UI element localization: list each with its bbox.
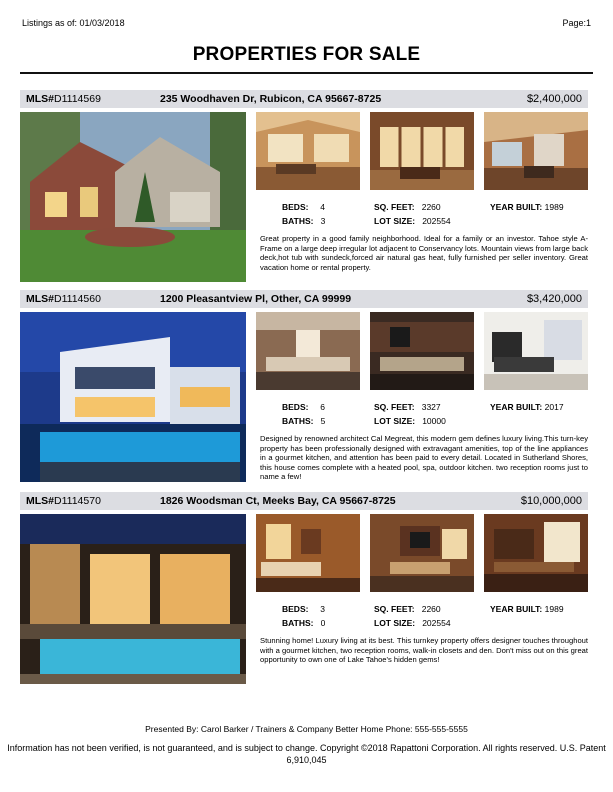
- listing-address: 1826 Woodsman Ct, Meeks Bay, CA 95667-8725: [160, 495, 396, 507]
- listing-price: $2,400,000: [526, 93, 582, 105]
- photo-den: [370, 514, 474, 592]
- photo-dining-room: [484, 514, 588, 592]
- main-photo-exterior: [20, 112, 246, 282]
- square-feet: SQ. FEET: 2260: [374, 202, 441, 212]
- listing-header: [20, 290, 588, 308]
- year-built: YEAR BUILT: 2017: [490, 402, 564, 412]
- listing-header: [20, 492, 588, 510]
- page-number: Page:1: [562, 18, 591, 28]
- mls-number: D1114560: [54, 293, 101, 305]
- listing-price: $3,420,000: [526, 293, 582, 305]
- listing-price: $10,000,000: [520, 495, 582, 507]
- listing-facts: [256, 200, 588, 232]
- main-photo-exterior: [20, 312, 246, 482]
- baths: BATHS: 3: [282, 216, 326, 226]
- listing-facts: [256, 602, 588, 634]
- photo-kitchen: [370, 312, 474, 390]
- lot-size: LOT SIZE: 202554: [374, 618, 451, 628]
- mls-number: D1114570: [54, 495, 101, 507]
- listing-address: 1200 Pleasantview Pl, Other, CA 99999: [160, 293, 352, 305]
- beds: BEDS: 6: [282, 402, 325, 412]
- photo-living-room: [256, 514, 360, 592]
- beds: BEDS: 3: [282, 604, 325, 614]
- listing-description: Great property in a good family neighborhood. Ideal for a family or an investor. Tahoe style A-Frame on a large deep irregular lot adjacent to Conservancy lots. Mountain views from large back deck,hot tub with sundeck,forced air natural gas heat, fully furnished per seller inventory. Great vacation home or rental property.: [260, 234, 588, 272]
- disclaimer: Information has not been verified, is not guaranteed, and is subject to change. Copyright ©2018 Rapattoni Corporation. All rights reserved. U.S. Patent 6,910,045: [7, 743, 606, 765]
- listing-3: [20, 492, 588, 688]
- mls-number: D1114569: [54, 93, 101, 105]
- mls-label: MLS#D1114570: [26, 495, 101, 507]
- photo-bedroom: [484, 312, 588, 390]
- listing-2: [20, 290, 588, 486]
- report-meta: [22, 18, 591, 30]
- beds: BEDS: 4: [282, 202, 325, 212]
- mls-label: MLS#D1114560: [26, 293, 101, 305]
- photo-living-room: [256, 112, 360, 190]
- mls-label: MLS#D1114569: [26, 93, 101, 105]
- year-built: YEAR BUILT: 1989: [490, 202, 564, 212]
- listing-header: [20, 90, 588, 108]
- title-divider: [20, 72, 593, 74]
- baths: BATHS: 5: [282, 416, 326, 426]
- year-built: YEAR BUILT: 1989: [490, 604, 564, 614]
- presented-by: Presented By: Carol Barker / Trainers & Company Better Home Phone: 555-555-5555: [145, 724, 468, 734]
- photo-great-room: [370, 112, 474, 190]
- square-feet: SQ. FEET: 2260: [374, 604, 441, 614]
- photo-living-room: [256, 312, 360, 390]
- photo-family-room: [484, 112, 588, 190]
- listing-description: Stunning home! Luxury living at its best. This turnkey property offers designer touches throughout with a gourmet kitchen, two reception rooms, walk-in closets and den. Don't miss out on this great opportunity to own one of Lake Tahoe's hidden gems!: [260, 636, 588, 665]
- listing-description: Designed by renowned architect Cal Megreat, this modern gem defines luxury living.This turn-key property has been professionally designed with extravagant amenities, top of the line appliances in a gourmet kitchen, and attention has been paid to every detail. Located in Sutherland Shores, this house comes complete with a heated pool, spa, outdoor kitchen. two reception rooms just to name a few!: [260, 434, 588, 482]
- square-feet: SQ. FEET: 3327: [374, 402, 441, 412]
- baths: BATHS: 0: [282, 618, 326, 628]
- lot-size: LOT SIZE: 10000: [374, 416, 446, 426]
- listing-facts: [256, 400, 588, 432]
- listings-date: Listings as of: 01/03/2018: [22, 18, 125, 28]
- listing-address: 235 Woodhaven Dr, Rubicon, CA 95667-8725: [160, 93, 382, 105]
- page-title: PROPERTIES FOR SALE: [192, 44, 421, 65]
- main-photo-exterior: [20, 514, 246, 684]
- listing-1: [20, 90, 588, 286]
- lot-size: LOT SIZE: 202554: [374, 216, 451, 226]
